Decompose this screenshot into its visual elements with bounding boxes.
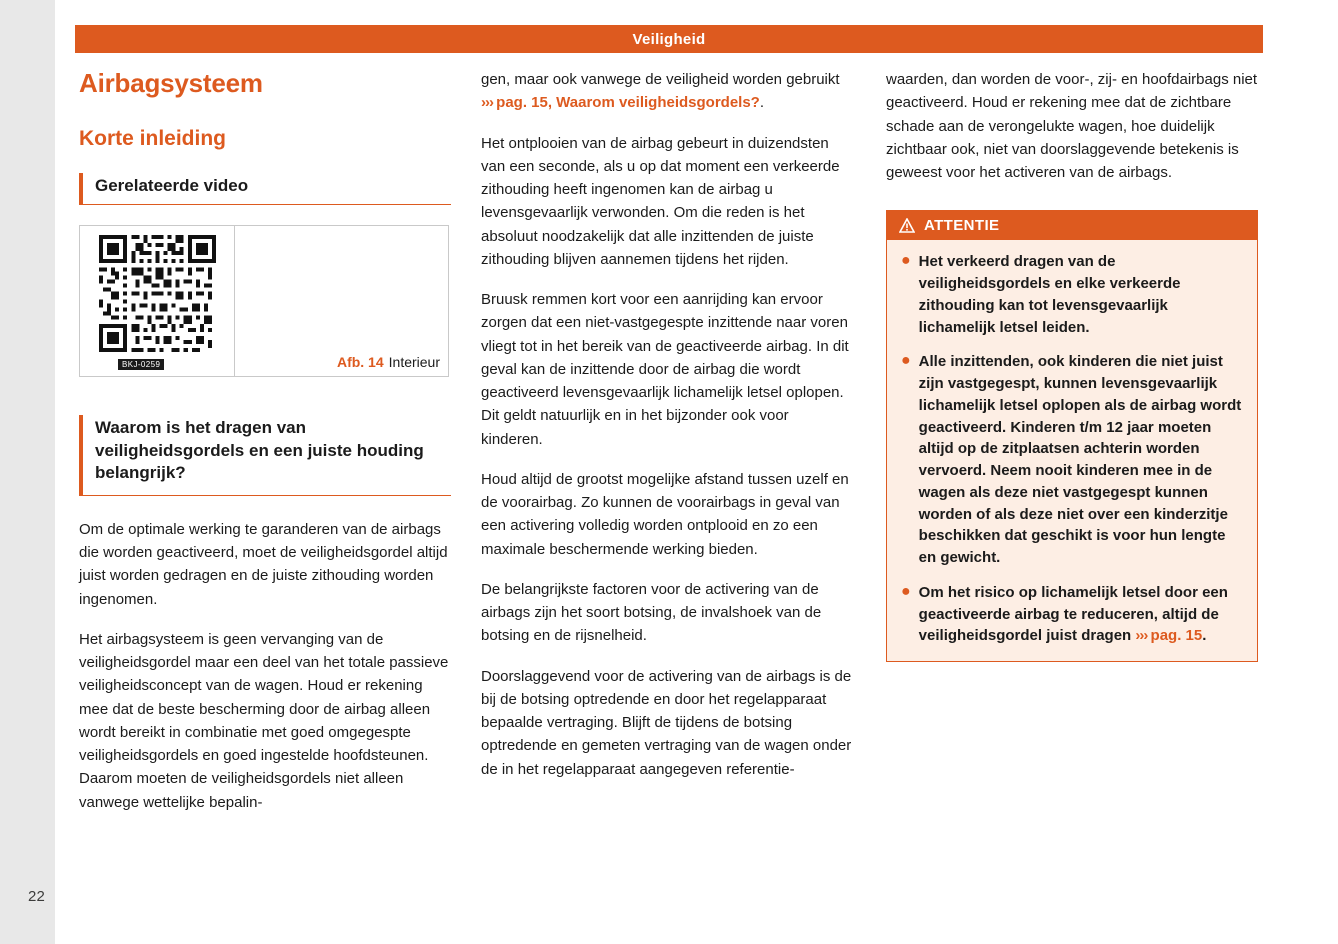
- page-left-margin-bar: [0, 0, 55, 944]
- cross-reference-text: pag. 15: [1150, 627, 1203, 645]
- qr-code-icon[interactable]: [92, 235, 223, 352]
- paragraph-continued: [481, 68, 853, 115]
- figure-14: [79, 225, 449, 377]
- figure-caption: [337, 354, 440, 370]
- attention-box-title: ATTENTIE: [924, 217, 1000, 235]
- paragraph-continued: waarden, dan worden de voor-, zij- en hoofdairbags niet geactiveerd. Houd er rekening mee dat de zichtbare schade aan de verongelukte wagen, hoe duidelijk zichtbaar ook, niet van doorslaggevende betekenis is geweest voor het activeren van de airbags.: [886, 71, 1258, 181]
- warning-triangle-icon: [899, 218, 915, 233]
- attention-item-text: Om het risico op lichamelijk letsel door een geactiveerde airbag te reduceren, altijd de veiligheidsgordel juist dragen: [918, 583, 1228, 645]
- chevron-right-icon: ›››: [481, 94, 497, 112]
- page-title: Airbagsysteem: [79, 68, 263, 98]
- paragraph: Om de optimale werking te garanderen van de airbags die worden geactiveerd, moet de veiligheidsgordel altijd juist worden gedragen en de juiste zithouding worden ingenomen.: [79, 520, 448, 608]
- page-content: [75, 68, 1263, 918]
- attention-list-item: [901, 251, 1243, 338]
- attention-box: [886, 210, 1258, 662]
- attention-box-header: [887, 211, 1257, 240]
- paragraph: Bruusk remmen kort voor een aanrijding kan ervoor zorgen dat een niet-vastgegespte inzittende naar voren vliegt tot in het bereik van de geactiveerde airbag. In dit geval kan de inzittende door de airbag die wordt geactiveerd levensgevaarlijk lichamelijk letsel oplopen. Dit geldt natuurlijk en in het bijzonder ook voor kinderen.: [481, 291, 849, 448]
- cross-reference-text: pag. 15, Waarom veiligheidsgordels?: [496, 94, 760, 112]
- column-3: [886, 68, 1258, 662]
- attention-item-text: Het verkeerd dragen van de veiligheidsgordels en elke verkeerde zithouding kan tot levensgevaarlijk lichamelijk letsel leiden.: [918, 253, 1181, 336]
- column-2: [481, 68, 853, 781]
- bullet-icon: ●: [901, 582, 911, 600]
- paragraph: Het ontplooien van de airbag gebeurt in duizendsten van een seconde, als u op dat moment een verkeerde zithouding heeft ingenomen kan de airbag u levensgevaarlijk verwonden. Om die reden is het absoluut noodzakelijk dat alle inzittenden de juiste zithouding blijven aannemen tijdens het rijden.: [481, 134, 840, 268]
- cross-reference-link[interactable]: [1135, 627, 1202, 644]
- attention-box-body: [887, 240, 1257, 661]
- paragraph: Het airbagsysteem is geen vervanging van de veiligheidsgordel maar een deel van het totale passieve veiligheidsconcept van de wagen. Houd er rekening mee dat de beste bescherming door de airbag alleen wordt bereikt in combinatie met goed omgegespte veiligheidsgordels en goed ingestelde hoofdsteunen. Daarom moeten de veiligheidsgordels niet alleen vanwege wettelijke bepalin-: [79, 630, 449, 811]
- paragraph: Houd altijd de grootst mogelijke afstand tussen uzelf en de voorairbag. Zo kunnen de voorairbags in geval van een activering volledig worden ontplooid en zo een maximale beschermende werking bieden.: [481, 470, 849, 558]
- section-subtitle: Korte inleiding: [79, 127, 226, 150]
- attention-item-end: .: [1202, 627, 1207, 645]
- question-heading-text: Waarom is het dragen van veiligheidsgordels en een juiste houding belangrijk?: [95, 418, 424, 483]
- figure-caption-number: Afb. 14: [336, 354, 384, 371]
- bullet-icon: ●: [901, 352, 911, 370]
- column-1: [79, 68, 451, 814]
- related-video-heading: [79, 173, 451, 205]
- paragraph-continued-text: gen, maar ook vanwege de veiligheid worden gebruikt: [481, 71, 840, 88]
- page-header-title: [75, 25, 1263, 53]
- question-heading: [79, 415, 451, 495]
- attention-item-text-with-link: [919, 582, 1243, 647]
- qr-code-id-label: BKJ-0259: [118, 359, 164, 370]
- attention-list-item: [901, 351, 1243, 569]
- attention-list-item: [901, 582, 1243, 647]
- related-video-heading-text: Gerelateerde video: [95, 176, 249, 195]
- qr-code-panel[interactable]: [80, 226, 235, 376]
- attention-item-text: Alle inzittenden, ook kinderen die niet juist zijn vastgegespt, kunnen levensgevaarlijk lichamelijk letsel oplopen als de airbag wordt geactiveerd. Kinderen t/m 12 jaar moeten altijd op de zitplaatsen achterin worden vervoerd. Neem nooit kinderen mee in de wagen als deze niet vastgegespt kunnen worden of als deze niet over een kinderzitje beschikken dat geschikt is voor hun lengte en gewicht.: [918, 353, 1242, 566]
- paragraph: De belangrijkste factoren voor de activering van de airbags zijn het soort botsing, de invalshoek van de botsing en de rijsnelheid.: [481, 580, 822, 645]
- page-number: 22: [28, 888, 46, 905]
- header-title-text: Veiligheid: [632, 30, 706, 48]
- chevron-right-icon: ›››: [1135, 627, 1151, 645]
- cross-reference-link[interactable]: [481, 94, 760, 111]
- figure-caption-text: Interieur: [388, 354, 440, 371]
- paragraph: Doorslaggevend voor de activering van de airbags is de bij de botsing optredende en door het regelapparaat bepaalde vertraging. Blijft de tijdens de botsing optredende en gemeten vertraging van de wagen onder de in het regelapparaat aangegeven referentie-: [481, 667, 852, 778]
- bullet-icon: ●: [901, 252, 911, 270]
- paragraph-continued-end: .: [759, 94, 765, 112]
